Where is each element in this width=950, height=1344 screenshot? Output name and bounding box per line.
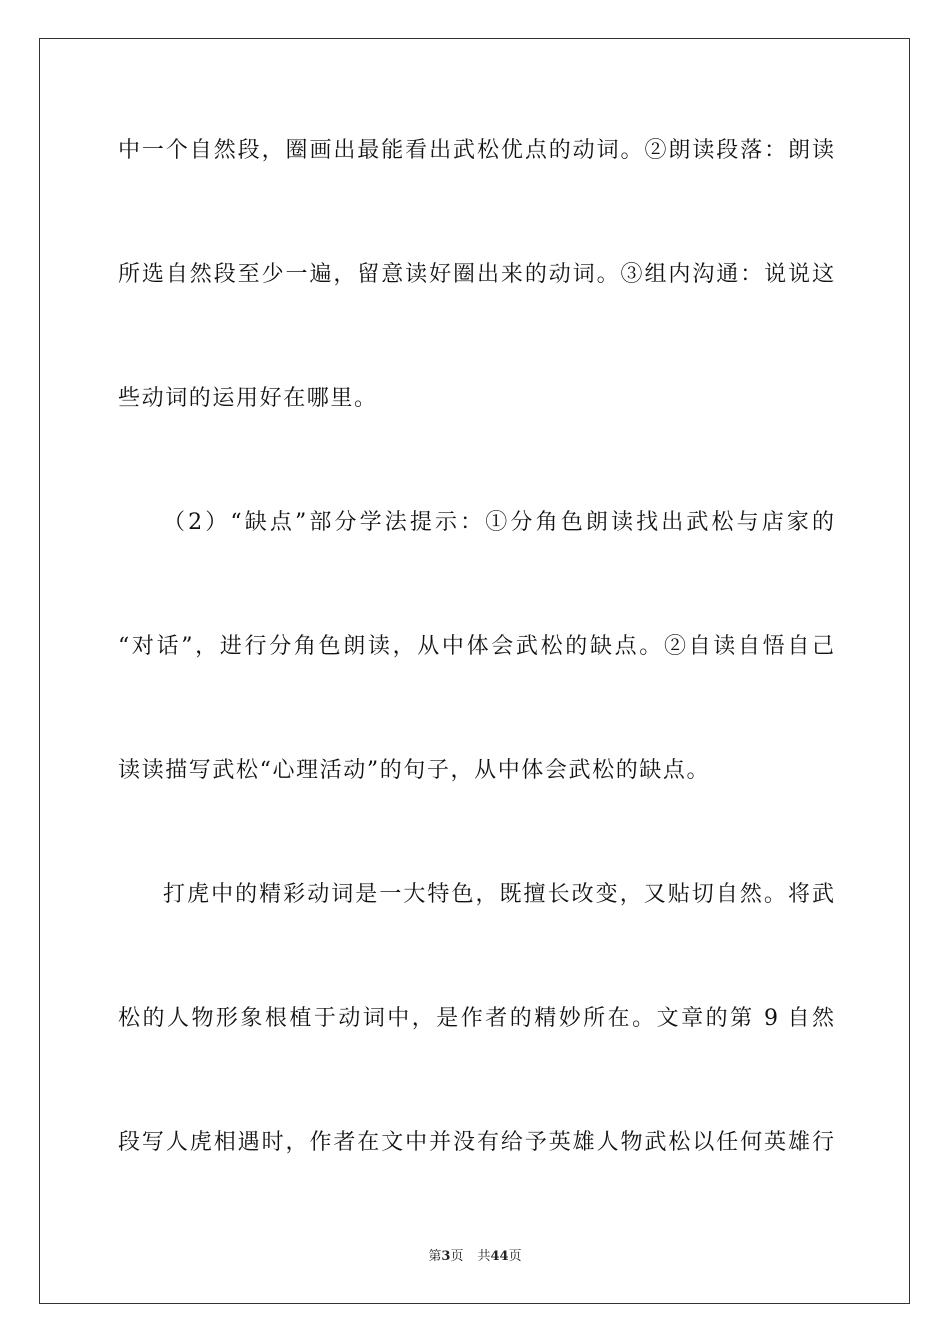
body-line-3: 些动词的运用好在哪里。: [118, 386, 378, 411]
total-prefix: 共: [477, 1249, 491, 1264]
page-number: 3: [441, 1249, 451, 1264]
page-suffix: 页: [450, 1249, 464, 1264]
total-pages: 44: [490, 1249, 509, 1264]
page-border: [39, 38, 910, 1304]
body-line-9: 段写人虎相遇时，作者在文中并没有给予英雄人物武松以任何英雄行: [118, 1130, 834, 1155]
body-line-2: 所选自然段至少一遍，留意读好圈出来的动词。③组内沟通：说说这: [118, 262, 834, 287]
page-footer: [0, 1248, 950, 1266]
body-line-7: 打虎中的精彩动词是一大特色，既擅长改变，又贴切自然。将武: [163, 882, 834, 907]
page-prefix: 第: [428, 1249, 442, 1264]
total-suffix: 页: [508, 1249, 522, 1264]
body-line-6: 读读描写武松“心理活动”的句子，从中体会武松的缺点。: [118, 758, 711, 783]
body-line-1: 中一个自然段，圈画出最能看出武松优点的动词。②朗读段落：朗读: [118, 138, 834, 163]
body-line-5: “对话”，进行分角色朗读，从中体会武松的缺点。②自读自悟自己: [118, 634, 834, 659]
body-line-4: （2）“缺点”部分学法提示：①分角色朗读找出武松与店家的: [163, 510, 834, 535]
body-line-8: 松的人物形象根植于动词中，是作者的精妙所在。文章的第 9 自然: [118, 1006, 834, 1031]
